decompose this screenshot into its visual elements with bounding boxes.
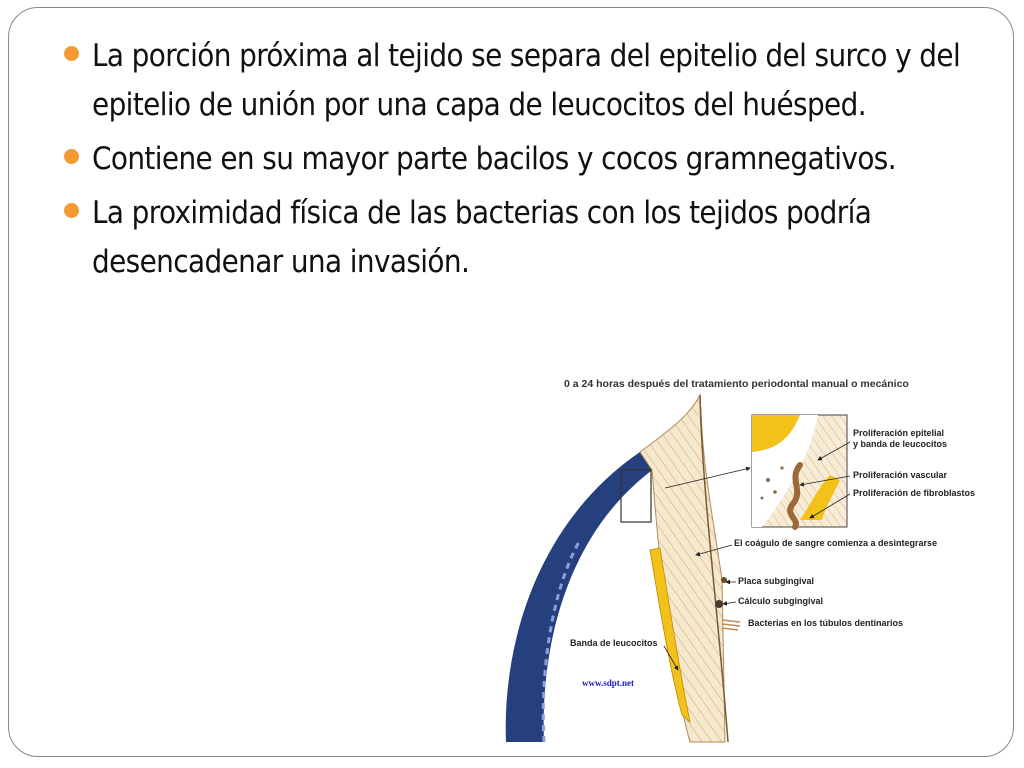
label-leukocytes: Banda de leucocitos [570,638,658,648]
figure-title: 0 a 24 horas después del tratamiento periodontal manual o mecánico [564,378,909,390]
label-vascular: Proliferación vascular [853,470,948,480]
label-epithelial-1: Proliferación epitelial [853,428,945,438]
calculus-dot [715,600,723,608]
label-bacteria: Bacterias en los túbulos dentinarios [748,618,904,628]
bullet-dot-icon [64,203,79,218]
label-plaque: Placa subgingival [738,576,815,586]
label-fibroblasts: Proliferación de fibroblastos [853,488,976,498]
bullet-dot-icon [64,149,79,164]
bone-band [506,452,655,742]
bacteria-marks [722,620,740,630]
bullet-item [60,135,980,184]
label-calculus: Cálculo subgingival [738,596,824,606]
label-epithelial-2: y banda de leucocitos [853,439,948,449]
bullet-text: La proximidad física de las bacterias con los tejidos podría desencadenar una invasión. [92,195,872,280]
detail-inset [752,415,847,527]
bullet-item [60,189,980,287]
bullet-text: Contiene en su mayor parte bacilos y cocos gramnegativos. [92,141,896,177]
bullet-dot-icon [64,46,79,61]
label-clot: El coágulo de sangre comienza a desintegrarse [734,538,938,548]
periodontal-diagram [500,370,1000,745]
bullet-list [60,32,980,292]
bullet-item [60,32,980,130]
source-url: www.sdpt.net [582,678,635,688]
bullet-text: La porción próxima al tejido se separa del epitelio del surco y del epitelio de unión por una capa de leucocitos del huésped. [92,38,961,123]
